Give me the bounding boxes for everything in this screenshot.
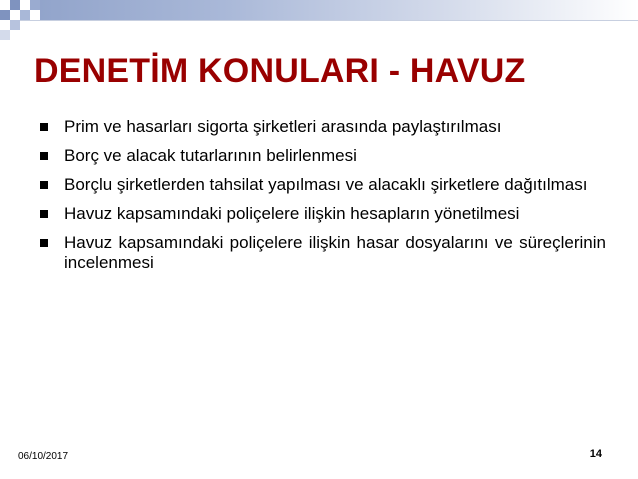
bullet-text: Borç ve alacak tutarlarının belirlenmesi xyxy=(64,146,357,165)
bullet-item xyxy=(40,204,606,224)
square-bullet-icon xyxy=(40,210,48,218)
bullet-text: Havuz kapsamındaki poliçelere ilişkin hasar dosyalarını ve süreçlerinin incelenmesi xyxy=(64,233,606,272)
page-number: 14 xyxy=(589,448,602,460)
bullet-list xyxy=(40,117,606,282)
bullet-text: Prim ve hasarları sigorta şirketleri arasında paylaştırılması xyxy=(64,117,502,136)
top-divider-line xyxy=(18,20,638,21)
slide-title: DENETİM KONULARI - HAVUZ xyxy=(34,52,526,90)
square-bullet-icon xyxy=(40,123,48,131)
square-bullet-icon xyxy=(40,152,48,160)
bullet-item xyxy=(40,146,606,166)
bullet-text: Borçlu şirketlerden tahsilat yapılması ve alacaklı şirketlere dağıtılması xyxy=(64,175,588,194)
bullet-text: Havuz kapsamındaki poliçelere ilişkin hesapların yönetilmesi xyxy=(64,204,520,223)
square-bullet-icon xyxy=(40,181,48,189)
corner-checker-decoration xyxy=(0,0,60,40)
square-bullet-icon xyxy=(40,239,48,247)
bullet-item xyxy=(40,175,606,195)
bullet-item xyxy=(40,233,606,273)
footer-date: 06/10/2017 xyxy=(18,451,69,462)
bullet-item xyxy=(40,117,606,137)
top-decorative-band xyxy=(0,0,638,20)
